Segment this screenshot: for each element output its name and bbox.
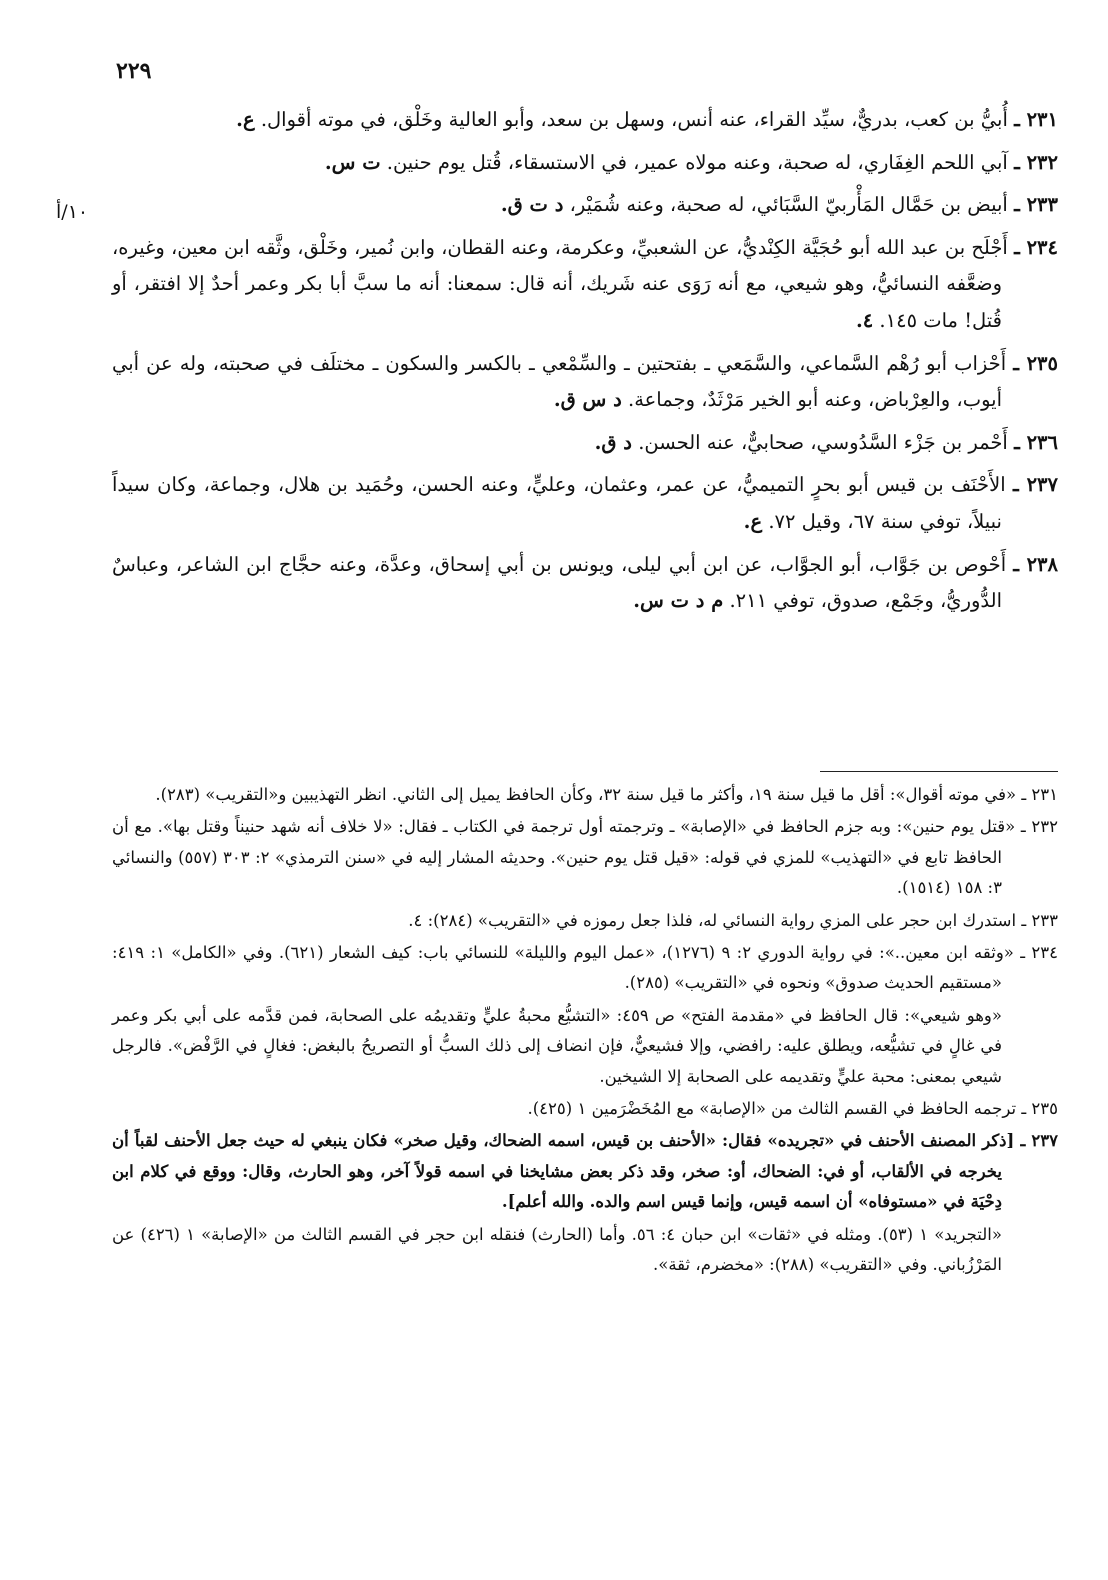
entry-symbols: د ت ق.: [500, 193, 564, 217]
entry-text: أبيض بن حَمَّال المَأْربيّ السَّبَائي، له صحبة، وعنه شُمَيْر،: [569, 193, 1008, 217]
entry-symbols: ٤.: [855, 308, 874, 332]
entry-symbols: ع.: [236, 108, 255, 131]
entry: [112, 145, 1058, 182]
entry-text: أُبيُّ بن كعب، بدريٌّ، سيِّد القراء، عنه أنس، وسهل بن سعد، وأبو العالية وخَلْق، في موته أقوال.: [260, 108, 1008, 131]
entry: [112, 467, 1058, 540]
entry-number: ٢٣٢ ـ: [1014, 150, 1058, 174]
entry-symbols: د س ق.: [553, 388, 622, 412]
main-text: [112, 102, 1058, 626]
entry: [112, 230, 1058, 340]
entry-number: ٢٣١ ـ: [1014, 108, 1058, 131]
entry-number: ٢٣٦ ـ: [1014, 430, 1058, 454]
entry-symbols: ت س.: [324, 150, 381, 174]
entry-symbols: د ق.: [594, 430, 632, 454]
entry-number: ٢٣٤ ـ: [1014, 235, 1058, 259]
entry-number: ٢٣٧ ـ: [1012, 473, 1058, 497]
entry: [112, 187, 1058, 224]
entry-text: أَحْوص بن جَوَّاب، أبو الجوَّاب، عن ابن أبي ليلى، ويونس بن أبي إسحاق، وعدَّة، وعنه حجَّاج ابن الشاعر، وعباسٌ الدُّوريُّ، وجَمْع، صدوق، توفي ٢١١.: [112, 552, 1007, 613]
entry: [112, 102, 1058, 139]
entry-symbols: ع.: [743, 509, 763, 533]
entry-text: أَحْمر بن جَزْء السَّدُوسي، صحابيٌّ، عنه الحسن.: [638, 430, 1008, 454]
footnote: ٢٣٧ ـ [ذكر المصنف الأحنف في «تجريده» فقال: «الأحنف بن قيس، اسمه الضحاك، وقيل صخر» فكان ينبغي له حيث جعل الأحنف لقباً أن يخرجه في الألقاب، أو في: الضحاك، أو: صخر، وقد ذكر بعض مشايخنا في اسمه قولاً آخر، وهو الحارث، وقال: ووقع في كلام ابن دِحْيَة في «مستوفاه» أن اسمه قيس، وإنما قيس اسم والده. والله أعلم].: [112, 1131, 1058, 1212]
entry: [112, 425, 1058, 462]
entry-text: أَحْزاب أبو رُهْم السَّماعي، والسَّمَعي ـ بفتحتين ـ والسِّمْعي ـ بالكسر والسكون ـ مختلَف في صحبته، وله عن أبي أيوب، والعِرْباض، وعنه أبو الخير مَرْثَدٌ، وجماعة.: [112, 351, 1007, 412]
footnote: ٢٣٤ ـ «وثقه ابن معين..»: في رواية الدوري ٢: ٩ (١٢٧٦)، «عمل اليوم والليلة» للنسائي باب: كيف الشعار (٦٢١). وفي «الكامل» ١: ٤١٩: «مستقيم الحديث صدوق» ونحوه في «التقريب» (٢٨٥).: [112, 943, 1058, 993]
entry: [112, 346, 1058, 419]
entry-symbols: م د ت س.: [633, 589, 724, 613]
footnote-continuation: «وهو شيعي»: قال الحافظ في «مقدمة الفتح» ص ٤٥٩: «التشيُّع محبةُ عليٍّ وتقديمُه على الصحابة، فمن قدَّمه على أبي بكر وعمر في غالٍ في تشيُّعه، ويطلق عليه: رافضي، وإلا فشيعيٌّ، فإن انضاف إلى ذلك السبُّ أو التصريحُ بالبغض: فغالٍ في الرَّفْض». فالرجل شيعي بمعنى: محبة عليٍّ وتقديمه على الصحابة إلا الشيخين.: [112, 1005, 1002, 1086]
footnote-divider: [820, 771, 1058, 772]
entry-text: أَجْلَح بن عبد الله أبو حُجَيَّة الكِنْديُّ، عن الشعبيِّ، وعكرمة، وعنه القطان، وابن نُمير، وخَلْق، وثَّقه ابن معين، وغيره، وضعَّفه النسائيُّ، وهو شيعي، مع أنه رَوَى عنه شَريك، أنه قال: سمعنا: أنه ما سبَّ أبا بكر وعمر أحدٌ إلا افتقر، أو قُتل! مات ١٤٥.: [112, 235, 1008, 332]
entry-number: ٢٣٥ ـ: [1013, 351, 1058, 375]
footnote: ٢٣٢ ـ «قتل يوم حنين»: وبه جزم الحافظ في «الإصابة» ـ وترجمته أول ترجمة في الكتاب ـ فقال: «لا خلاف أنه شهد حنيناً وقتل بها». مع أن الحافظ تابع في «التهذيب» للمزي في قوله: «قيل قتل يوم حنين». وحديثه المشار إليه في «سنن الترمذي» ٢: ٣٠٣ (٥٥٧) والنسائي ٣: ١٥٨ (١٥١٤).: [112, 817, 1058, 898]
footnote-continuation: «التجريد» ١ (٥٣). ومثله في «ثقات» ابن حبان ٤: ٥٦. وأما (الحارث) فنقله ابن حجر في القسم الثالث من «الإصابة» ١ (٤٢٦) عن المَرْزُباني. وفي «التقريب» (٢٨٨): «مخضرم، ثقة».: [112, 1224, 1002, 1275]
entry: [112, 547, 1058, 620]
margin-folio-note: ١٠/أ: [56, 201, 89, 223]
footnote: ٢٣٣ ـ استدرك ابن حجر على المزي رواية النسائي له، فلذا جعل رموزه في «التقريب» (٢٨٤): ٤.: [408, 910, 1058, 930]
footnotes: [112, 780, 1058, 1283]
footnote: ٢٣٥ ـ ترجمه الحافظ في القسم الثالث من «الإصابة» مع المُخَضْرَمين ١ (٤٢٥).: [527, 1099, 1058, 1119]
entry-number: ٢٣٨ ـ: [1013, 552, 1058, 576]
entry-number: ٢٣٣ ـ: [1014, 193, 1058, 217]
entry-text: الأَحْنَف بن قيس أبو بحرٍ التميميُّ، عن عمر، وعثمان، وعليٍّ، وعنه الحسن، وحُمَيد بن هلال، وجماعة، وكان سيداً نبيلاً، توفي سنة ٦٧، وقيل ٧٢.: [112, 473, 1006, 533]
page-number: ٢٢٩: [116, 58, 152, 84]
entry-text: آبي اللحم الغِفَاري، له صحبة، وعنه مولاه عمير، في الاستسقاء، قُتل يوم حنين.: [386, 150, 1008, 174]
footnote: ٢٣١ ـ «في موته أقوال»: أقل ما قيل سنة ١٩، وأكثر ما قيل سنة ٣٢، وكأن الحافظ يميل إلى الثاني. انظر التهذيبين و«التقريب» (٢٨٣).: [155, 785, 1058, 804]
